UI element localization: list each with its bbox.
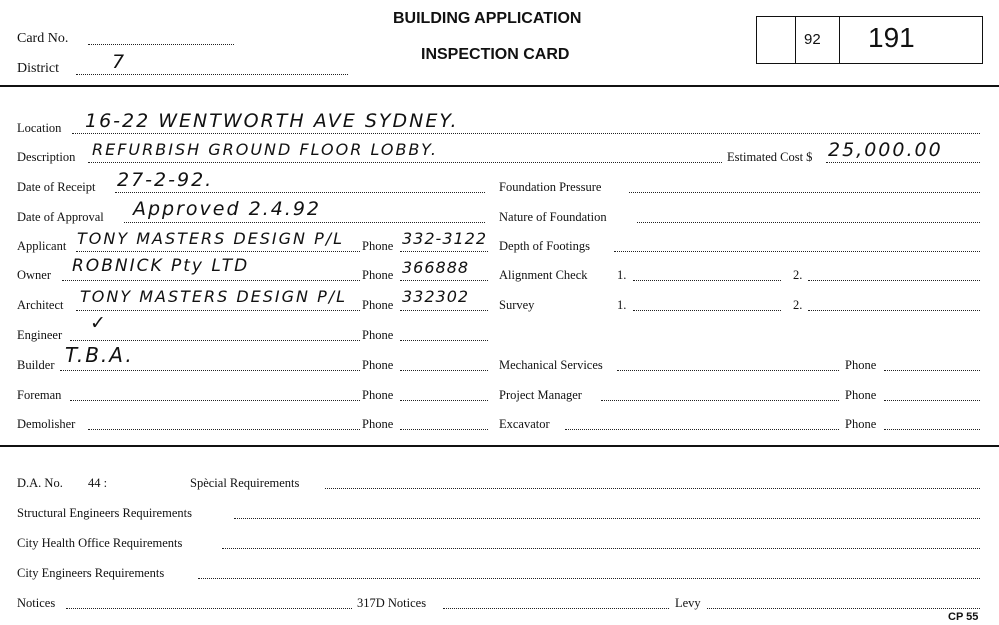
survey-num-1: 1. <box>617 298 627 312</box>
date-receipt-label: Date of Receipt <box>17 180 96 194</box>
builder-phone-field[interactable] <box>400 370 488 371</box>
engineer-value: ✓ <box>90 312 108 334</box>
box-large-number: 191 <box>868 22 915 53</box>
mechanical-phone-field[interactable] <box>884 370 980 371</box>
title-line1: BUILDING APPLICATION <box>393 10 582 27</box>
notices-field[interactable] <box>66 608 352 609</box>
location-field[interactable] <box>72 133 980 134</box>
builder-field[interactable] <box>60 370 360 371</box>
builder-value: T.B.A. <box>65 343 134 367</box>
mechanical-services-field[interactable] <box>617 370 839 371</box>
owner-field[interactable] <box>62 280 360 281</box>
city-engineers-label: City Engineers Requirements <box>17 566 165 580</box>
card-number-box <box>756 16 983 64</box>
excavator-phone-field[interactable] <box>884 429 980 430</box>
applicant-field[interactable] <box>76 251 360 252</box>
date-approval-value: Approved 2.4.92 <box>133 198 322 220</box>
nature-foundation-label: Nature of Foundation <box>499 210 607 224</box>
date-approval-field[interactable] <box>124 222 485 223</box>
demolisher-label: Demolisher <box>17 417 76 431</box>
alignment-check-label: Alignment Check <box>499 268 588 282</box>
excavator-field[interactable] <box>565 429 839 430</box>
date-approval-label: Date of Approval <box>17 210 104 224</box>
mechanical-phone-label: Phone <box>845 358 877 372</box>
engineer-phone-label: Phone <box>362 328 394 342</box>
owner-phone-label: Phone <box>362 268 394 282</box>
foreman-field[interactable] <box>70 400 360 401</box>
district-value: 7 <box>112 51 127 73</box>
structural-requirements-field[interactable] <box>234 518 980 519</box>
divider-top <box>0 85 999 87</box>
architect-label: Architect <box>17 298 64 312</box>
alignment-check-field-2[interactable] <box>808 280 980 281</box>
special-requirements-label: Spècial Requirements <box>190 476 300 490</box>
applicant-label: Applicant <box>17 239 67 253</box>
demolisher-phone-field[interactable] <box>400 429 488 430</box>
district-label: District <box>17 61 59 76</box>
notices-317d-field[interactable] <box>443 608 669 609</box>
architect-value: TONY MASTERS DESIGN P/L <box>80 287 348 306</box>
title-line2: INSPECTION CARD <box>421 46 570 63</box>
foreman-phone-label: Phone <box>362 388 394 402</box>
levy-label: Levy <box>675 596 701 610</box>
health-requirements-field[interactable] <box>222 548 980 549</box>
survey-field-1[interactable] <box>633 310 781 311</box>
project-manager-field[interactable] <box>601 400 839 401</box>
description-field[interactable] <box>88 162 722 163</box>
box-small-number: 92 <box>804 31 821 48</box>
engineer-phone-field[interactable] <box>400 340 488 341</box>
foundation-pressure-field[interactable] <box>629 192 980 193</box>
district-field[interactable] <box>76 74 348 75</box>
architect-field[interactable] <box>76 310 360 311</box>
owner-phone-field[interactable] <box>400 280 488 281</box>
location-value: 16-22 WENTWORTH AVE SYDNEY. <box>85 110 459 132</box>
notices-label: Notices <box>17 596 56 610</box>
depth-footings-field[interactable] <box>614 251 980 252</box>
project-manager-phone-label: Phone <box>845 388 877 402</box>
notices-317d-label: 317D Notices <box>357 596 427 610</box>
estimated-cost-label: Estimated Cost $ <box>727 150 813 164</box>
excavator-label: Excavator <box>499 417 550 431</box>
survey-field-2[interactable] <box>808 310 980 311</box>
alignment-num-1: 1. <box>617 268 627 282</box>
special-requirements-field[interactable] <box>325 488 980 489</box>
survey-label: Survey <box>499 298 535 312</box>
project-manager-label: Project Manager <box>499 388 582 402</box>
architect-phone-value: 332302 <box>402 287 470 306</box>
foreman-phone-field[interactable] <box>400 400 488 401</box>
engineer-label: Engineer <box>17 328 63 342</box>
divider-bottom <box>0 445 999 447</box>
health-requirements-label: City Health Office Requirements <box>17 536 183 550</box>
form-code: CP 55 <box>948 611 979 623</box>
foundation-pressure-label: Foundation Pressure <box>499 180 602 194</box>
project-manager-phone-field[interactable] <box>884 400 980 401</box>
da-no-label: D.A. No. <box>17 476 63 490</box>
architect-phone-field[interactable] <box>400 310 488 311</box>
estimated-cost-field[interactable] <box>826 162 980 163</box>
nature-foundation-field[interactable] <box>637 222 980 223</box>
alignment-num-2: 2. <box>793 268 803 282</box>
description-value: REFURBISH GROUND FLOOR LOBBY. <box>92 140 438 159</box>
demolisher-phone-label: Phone <box>362 417 394 431</box>
owner-label: Owner <box>17 268 52 282</box>
alignment-check-field-1[interactable] <box>633 280 781 281</box>
da-no-value: 44 : <box>88 476 108 490</box>
demolisher-field[interactable] <box>88 429 360 430</box>
date-receipt-field[interactable] <box>115 192 485 193</box>
builder-label: Builder <box>17 358 55 372</box>
estimated-cost-value: 25,000.00 <box>828 139 943 161</box>
city-engineers-field[interactable] <box>198 578 980 579</box>
applicant-phone-field[interactable] <box>400 251 488 252</box>
owner-value: ROBNICK Pty LTD <box>72 256 250 276</box>
structural-requirements-label: Structural Engineers Requirements <box>17 506 192 520</box>
applicant-phone-label: Phone <box>362 239 394 253</box>
card-no-label: Card No. <box>17 31 69 46</box>
builder-phone-label: Phone <box>362 358 394 372</box>
description-label: Description <box>17 150 76 164</box>
date-receipt-value: 27-2-92. <box>117 169 214 191</box>
foreman-label: Foreman <box>17 388 62 402</box>
architect-phone-label: Phone <box>362 298 394 312</box>
location-label: Location <box>17 121 62 135</box>
applicant-phone-value: 332-3122 <box>402 229 488 248</box>
levy-field[interactable] <box>707 608 980 609</box>
mechanical-services-label: Mechanical Services <box>499 358 603 372</box>
owner-phone-value: 366888 <box>402 258 470 277</box>
card-no-field[interactable] <box>88 44 234 45</box>
excavator-phone-label: Phone <box>845 417 877 431</box>
engineer-field[interactable] <box>70 340 360 341</box>
applicant-value: TONY MASTERS DESIGN P/L <box>77 229 345 248</box>
depth-footings-label: Depth of Footings <box>499 239 590 253</box>
survey-num-2: 2. <box>793 298 803 312</box>
